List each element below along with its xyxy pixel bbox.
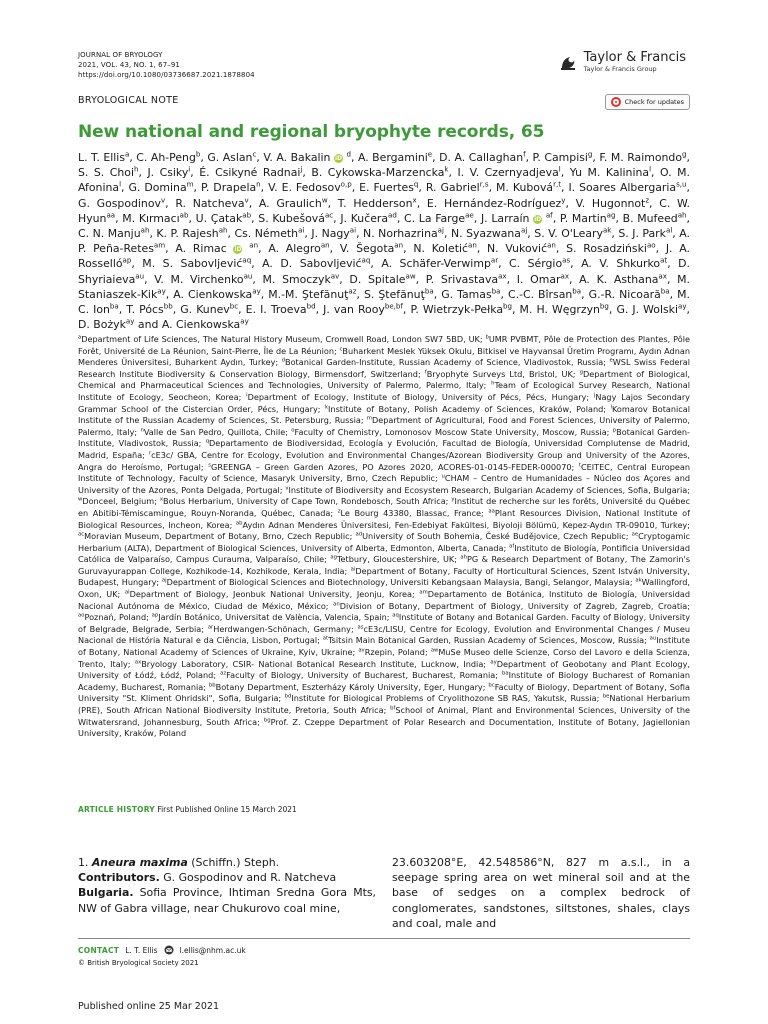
author-list: L. T. Ellis$^a$, C. Ah-Peng$^b$, G. Aslan$^c$, V. A. Bakalin iD $^d$, A. Bergamini$^e$, D. A. Callaghan$^f$, P. Campisi$^g$, F. M. Raimondo$^g$, S. S. Choi$^h$, J. Csiky$^i$, É. Csikyné Radnai$^j$, B. Cykowska-Marzencka$^k$, I. V. Czernyadjeva$^l$, Yu M. Kalinina$^l$, O. M. Afonina$^l$, G. Domina$^m$, P. Drapela$^n$, V. E. Fedosov$^{o,p}$, E. Fuertes$^q$, R. Gabriel$^{r,s}$, M. Kubová$^{r,t}$, I. Soares Albergaria$^{s,u}$, G. Gospodinov$^v$, R. Natcheva$^v$, A. Graulich$^w$, T. Hedderson$^x$, E. Hernández-Rodríguez$^y$, V. Hugonnot$^z$, C. W. Hyun$^{aa}$, M. Kırmacı$^{ab}$, U. Çatak$^{ab}$, S. Kubešová$^{ac}$, J. Kučera$^{ad}$, C. La Farge$^{ae}$, J. Larraín iD $^{af}$, P. Martin$^{ag}$, B. Mufeed$^{ah}$, C. N. Manju$^{ah}$, K. P. Rajesh$^{ah}$, Cs. Németh$^{ai}$, J. Nagy$^{ai}$, N. Norhazrina$^{aj}$, N. Syazwana$^{aj}$, S. V. O'Leary$^{ak}$, S. J. Park$^{al}$, A. P. Peña-Retes$^{am}$, A. Rimac iD $^{an}$, A. Alegro$^{an}$, V. Šegota$^{an}$, N. Koletić$^{an}$, N. Vuković$^{an}$, S. Rosadziński$^{ao}$, J. A. Rosselló$^{ap}$, M. S. Sabovljević$^{aq}$, A. D. Sabovljević$^{aq}$, A. Schäfer-Verwimp$^{ar}$, C. Sérgio$^{as}$, A. V. Shkurko$^{at}$, D. Shyriaieva$^{au}$, V. M. Virchenko$^{au}$, M. Smoczyk$^{av}$, D. Spitale$^{aw}$, P. Srivastava$^{ax}$, I. Omar$^{ax}$, A. K. Asthana$^{ax}$, M. Staniaszek-Kik$^{ay}$, A. Cienkowska$^{ay}$, M.-M. Ştefănuţ$^{az}$, S. Ştefănuţ$^{ba}$, G. Tamas$^{ba}$, C.-C. Bîrsan$^{ba}$, G.-R. Nicoară$^{ba}$, M. C. Ion$^{ba}$, T. Pócs$^{bb}$, G. Kunev$^{bc}$, E. I. Troeva$^{bd}$, J. van Rooy$^{be,bf}$, P. Wietrzyk-Pełka$^{bg}$, M. H. Węgrzyn$^{bg}$, G. J. Wolski$^{ay}$, D. Bożyk$^{ay}$ and A. Cienkowska$^{ay}$ (78, 149, 691, 332)
copyright: © British Bryological Society 2021 (78, 959, 199, 967)
contact-name: L. T. Ellis (125, 945, 158, 955)
contact-line (78, 945, 246, 955)
journal-volume: 2021, VOL. 43, NO. 1, 67–91 (78, 61, 180, 69)
body-column-left: 1. Aneura maxima (Schiffn.) Steph. Contributors. G. Gospodinov and R. Natcheva Bulgaria. Sofia Province, Ihtiman Sredna Gora Mts, NW of Gabra village, near Chukurovo coal mine, (78, 856, 376, 915)
footer-divider (78, 938, 690, 939)
body-column-right: 23.603208°E, 42.548586°N, 827 m a.s.l., in a seepage spring area on wet mineral soil and at the base of sedges on a complex bedrock of conglomerates, sandstones, siltstones, shales, clays and coal, male and (392, 856, 690, 930)
journal-name: JOURNAL OF BRYOLOGY (78, 51, 163, 59)
check-updates-label: Check for updates (624, 98, 684, 106)
tf-lamp-logo-icon (558, 52, 578, 72)
contact-email-link[interactable]: l.ellis@nhm.ac.uk (179, 945, 246, 955)
article-history (78, 805, 297, 814)
check-updates-icon (611, 97, 621, 107)
article-history-label: ARTICLE HISTORY (78, 805, 155, 814)
article-title: New national and regional bryophyte records, 65 (78, 122, 545, 142)
published-online: Published online 25 Mar 2021 (78, 1001, 219, 1012)
check-updates-button[interactable] (605, 94, 690, 110)
email-icon (164, 945, 174, 955)
publisher-name: Taylor & Francis (583, 50, 686, 65)
journal-doi-link[interactable]: https://doi.org/10.1080/03736687.2021.1878804 (78, 71, 255, 79)
contact-label: CONTACT (78, 945, 120, 955)
note-type: BRYOLOGICAL NOTE (78, 95, 179, 106)
publisher-logo (558, 51, 686, 73)
journal-info (78, 50, 255, 80)
affiliations: $^a$Department of Life Sciences, The Natural History Museum, Cromwell Road, London SW7 5BD, UK; $^b$UMR PVBMT, Pôle de Protection des Plantes, Pôle Forêt, Université de La Réunion, Saint-Pierre, Île de La Réunion; $^c$Buharkent Meslek Yüksek Okulu, Bitkisel ve Hayvansal Üretim Programı, Aydın Adnan Menderes Üniversitesi, Buharkent Aydın, Turkey; $^d$Botanical Garden-Institute, Russian Academy of Science, Vladivostok, Russia; $^e$WSL Swiss Federal Research Institute Biodiversity & Conservation Biology, Birmensdorf, Switzerland; $^f$Bryophyte Surveys Ltd, Bristol, UK; $^g$Department of Biological, Chemical and Pharmaceutical Sciences and Technologies, University of Palermo, Palermo, Italy; $^h$Team of Ecological Survey Research, National Institute of Ecology, Seocheon, Korea; $^i$Department of Ecology, Institute of Biology, University of Pécs, Pécs, Hungary; $^j$Nagy Lajos Secondary Grammar School of the Cistercian Order, Pécs, Hungary; $^k$Institute of Botany, Polish Academy of Sciences, Kraków, Poland; $^l$Komarov Botanical Institute of the Russian Academy of Sciences, St. Petersburg, Russia; $^m$Department of Agricultural, Food and Forest Sciences, University of Palermo, Palermo, Italy; $^n$Valle de San Pedro, Quillota, Chile; $^o$Faculty of Chemistry, Lomonosov Moscow State University, Moscow, Russia; $^p$Botanical Garden-Institute, Vladivostok, Russia; $^q$Departamento de Biodiversidad, Ecología y Evolución, Facultad de Biología, Universidad Complutense de Madrid, Madrid, España; $^r$cE3c/ GBA, Centre for Ecology, Evolution and Environmental Changes/Azorean Biodiversity Group and University of the Azores, Angra do Heroísmo, Portugal; $^s$GREENGA – Green Garden Azores, PO Azores 2020, ACORES-01-0145-FEDER-000070; $^t$CEITEC, Central European Institute of Technology, Faculty of Science, Masaryk University, Brno, Czech Republic; $^u$CHAM – Centro de Humanidades – Núcleo dos Açores and University of the Azores, Ponta Delgada, Portugal; $^v$Institute of Biodiversity and Ecosystem Research, Bulgarian Academy of Sciences, Sofia, Bulgaria; $^w$Donceel, Belgium; $^x$Bolus Herbarium, University of Cape Town, Rondebosch, South Africa; $^y$Institut de recherche sur les forêts, Université du Québec en Abitibi-Témiscamingue, Rouyn-Noranda, Québec, Canada; $^z$Le Bourg 43380, Blassac, France; $^{aa}$Plant Resources Division, National Institute of Biological Resources, Incheon, Korea; $^{ab}$Aydın Adnan Menderes Üniversitesi, Fen-Edebiyat Fakültesi, Biyoloji Bölümü, Kepez-Aydın TR-09010, Turkey; $^{ac}$Moravian Museum, Department of Botany, Brno, Czech Republic; $^{ad}$University of South Bohemia, České Budějovice, Czech Republic; $^{ae}$Cryptogamic Herbarium (ALTA), Department of Biological Sciences, University of Alberta, Edmonton, Alberta, Canada; $^{af}$Instituto de Biología, Pontificia Universidad Católica de Valparaíso, Campus Curauma, Valparaíso, Chile; $^{ag}$Tetbury, Gloucestershire, UK; $^{ah}$PG & Research Department of Botany, The Zamorin's Guruvayurappan College, Kozhikode-14, Kozhikode, Kerala, India; $^{ai}$Department of Botany, Faculty of Horticultural Sciences, Szent István University, Budapest, Hungary; $^{aj}$Department of Biological Sciences and Biotechnology, Universiti Kebangsaan Malaysia, Bangi, Selangor, Malaysia; $^{ak}$Wallingford, Oxon, UK; $^{al}$Department of Biology, Jeonbuk National University, Jeonju, Korea; $^{am}$Departamento de Botánica, Instituto de Biología, Universidad Nacional Autónoma de México, Ciudad de México, México; $^{an}$Division of Botany, Department of Biology, University of Zagreb, Zagreb, Croatia; $^{ao}$Poznań, Poland; $^{ap}$Jardín Botánico, Universitat de València, Valencia, Spain; $^{aq}$Institute of Botany and Botanical Garden. Faculty of Biology, University of Belgrade, Belgrade, Serbia; $^{ar}$Herdwangen-Schönach, Germany; $^{as}$cE3c/LISU, Centre for Ecology, Evolution and Environmental Changes / Museu Nacional de História Natural e da Ciência, Lisbon, Portugal; $^{at}$Tsitsin Main Botanical Garden, Russian Academy of Sciences, Moscow, Russia; $^{au}$Institute of Botany, National Academy of Sciences of Ukraine, Kyiv, Ukraine; $^{av}$Rzepin, Poland; $^{aw}$MuSe Museo delle Scienze, Corso del Lavoro e della Scienza, Trento, Italy; $^{ax}$Bryology Laboratory, CSIR- National Botanical Research Institute, Lucknow, India; $^{ay}$Department of Geobotany and Plant Ecology, University of Łódź, Łódź, Poland; $^{az}$Faculty of Biology, University of Bucharest, Bucharest, Romania; $^{ba}$Institute of Biology Bucharest of Romanian Academy, Bucharest, Romania; $^{bb}$Botany Department, Eszterházy Károly University, Eger, Hungary; $^{bc}$Faculty of Biology, Department of Botany, Sofia University "St. Kliment Ohridski", Sofia, Bulgaria; $^{bd}$Institute for Biological Problems of Cryolithozone SB RAS, Yakutsk, Russia; $^{be}$National Herbarium (PRE), South African National Biodiversity Institute, Pretoria, South Africa; $^{bf}$School of Animal, Plant and Environmental Sciences, University of the Witwatersrand, Johannesburg, South Africa; $^{bg}$Prof. Z. Czeppe Department of Polar Research and Documentation, Institute of Botany, Jagiellonian University, Kraków, Poland (78, 334, 691, 739)
publisher-group: Taylor & Francis Group (583, 65, 657, 73)
article-history-text: First Published Online 15 March 2021 (157, 805, 297, 814)
